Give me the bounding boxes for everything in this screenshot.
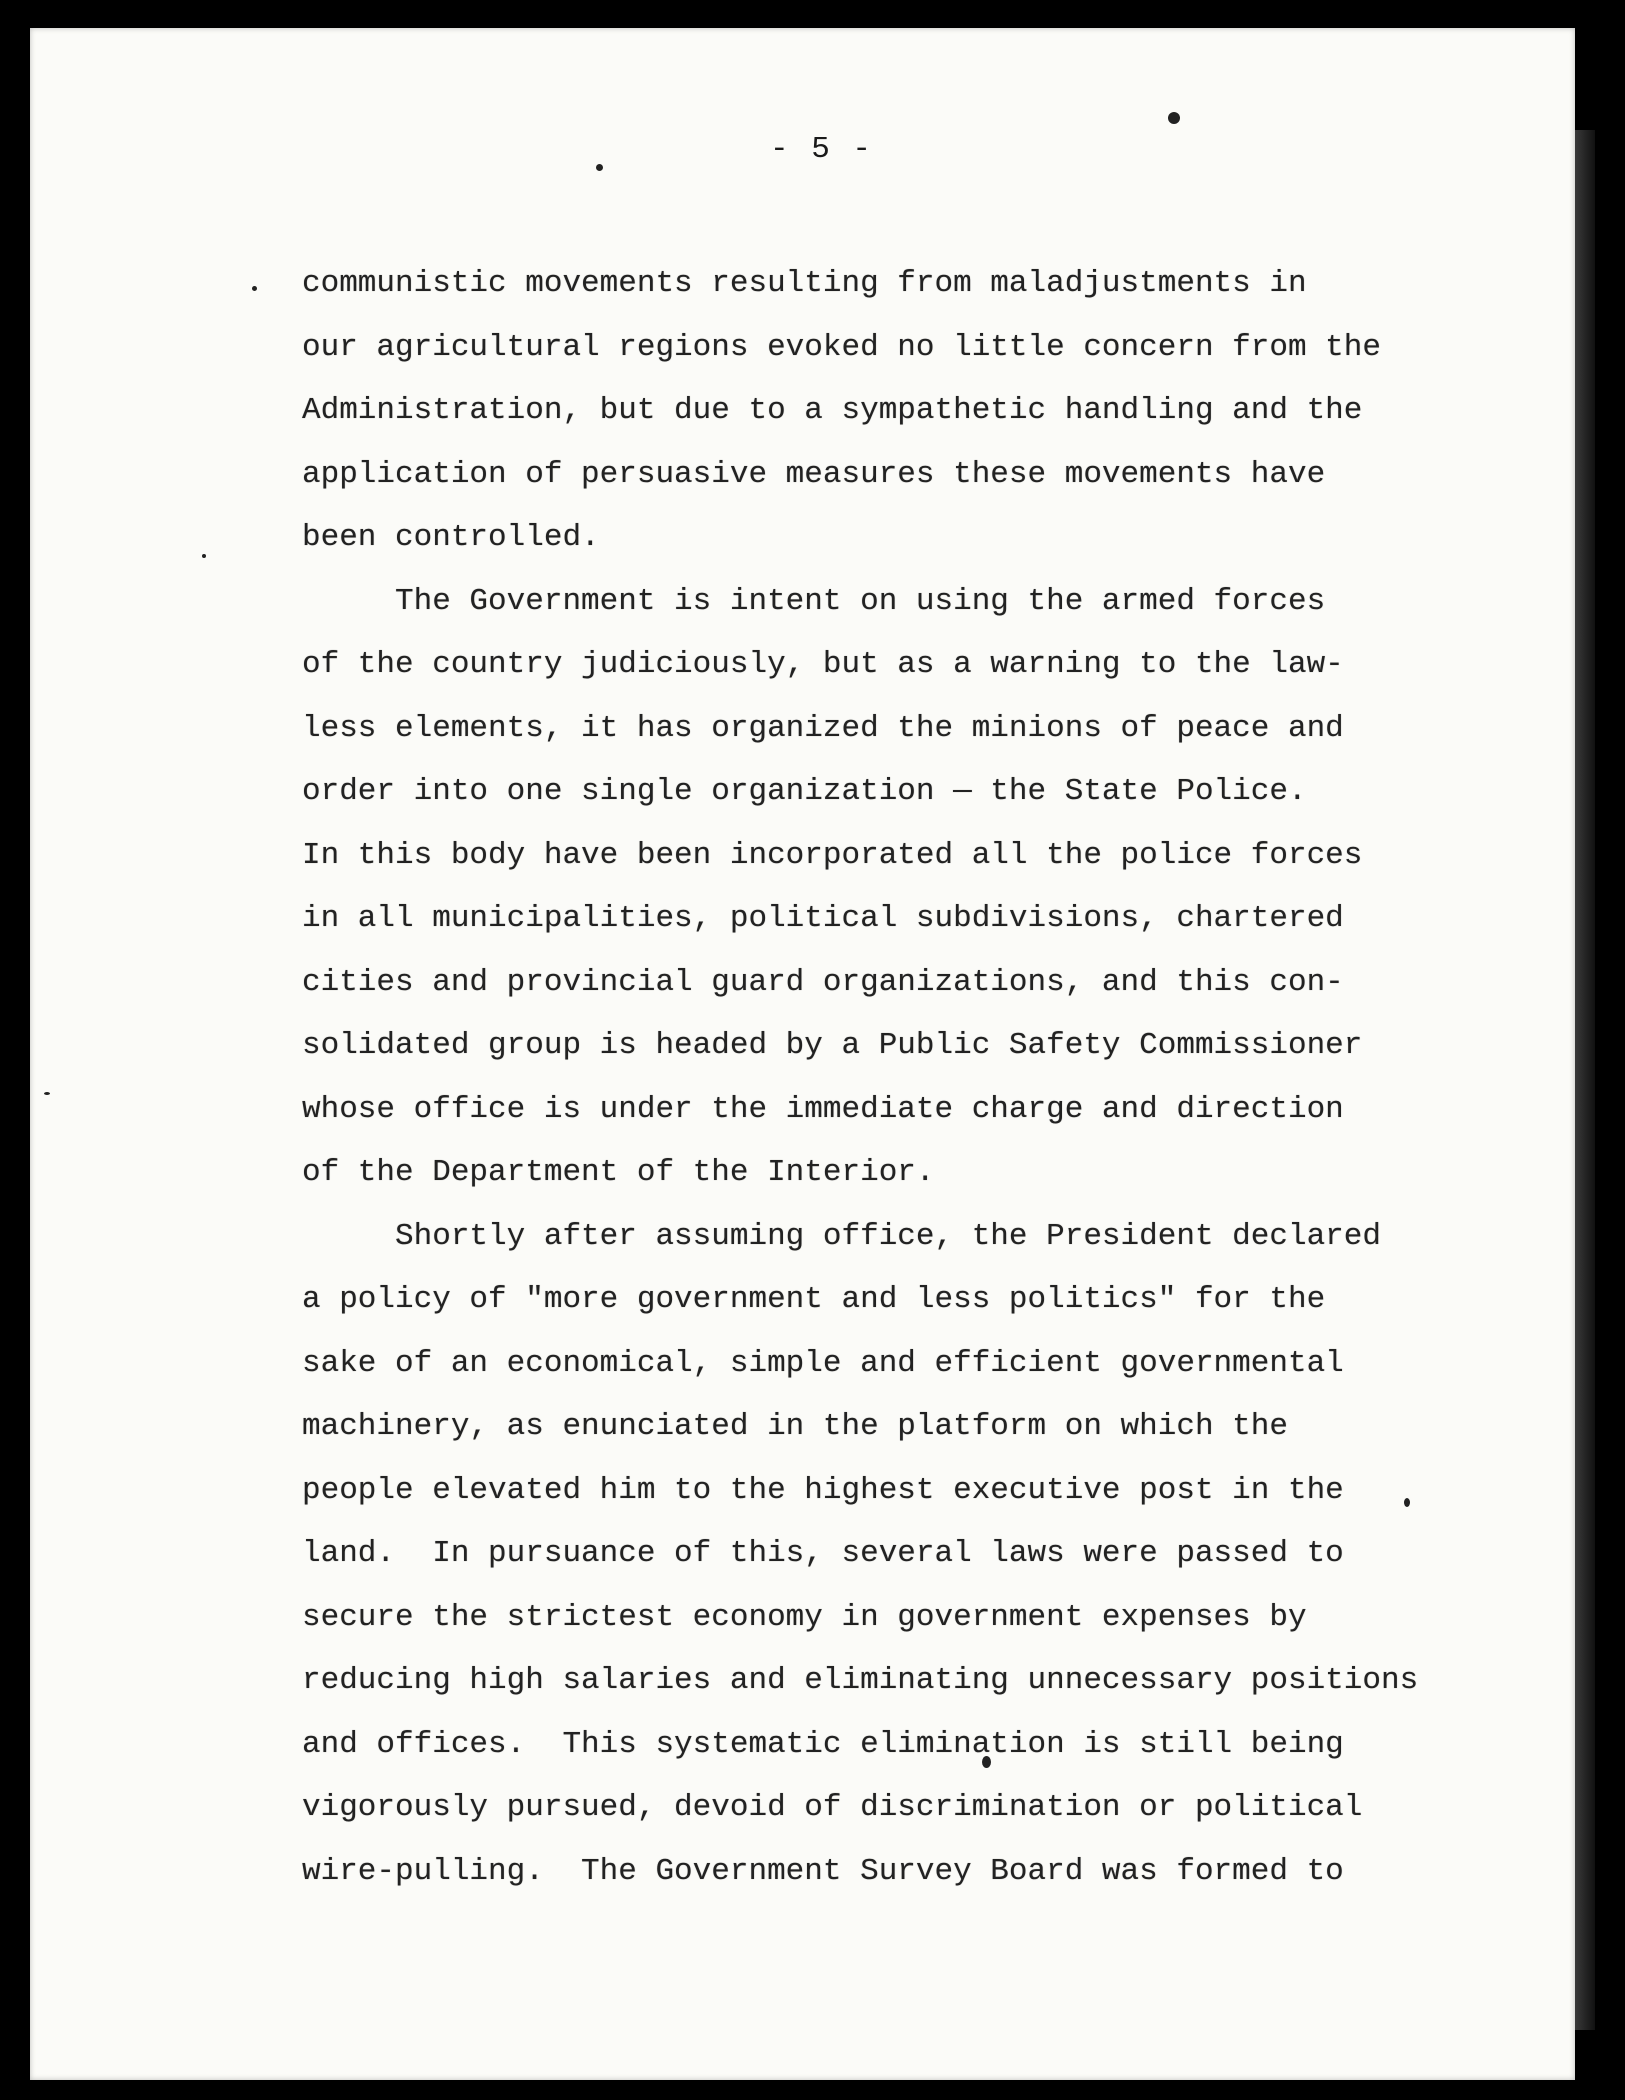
text-line: people elevated him to the highest executive post in the	[302, 1472, 1344, 1508]
page-number: - 5 -	[770, 132, 874, 167]
text-line: cities and provincial guard organizations, and this con-	[302, 964, 1344, 1000]
text-line: land. In pursuance of this, several laws were passed to	[302, 1536, 1344, 1571]
text-line: vigorously pursued, devoid of discrimination or political	[302, 1790, 1363, 1825]
ink-speck	[202, 554, 206, 558]
text-line: secure the strictest economy in government expenses by	[302, 1599, 1307, 1635]
text-line: reducing high salaries and eliminating unnecessary positions	[302, 1663, 1419, 1698]
text-line: less elements, it has organized the minions of peace and	[302, 710, 1344, 746]
text-line: wire-pulling. The Government Survey Board was formed to	[302, 1853, 1344, 1889]
page-edge-shadow	[1575, 130, 1595, 2030]
text-line: whose office is under the immediate charge and direction	[302, 1091, 1344, 1127]
text-line: communistic movements resulting from maladjustments in	[302, 266, 1307, 301]
text-line: In this body have been incorporated all the police forces	[302, 837, 1363, 873]
text-line: The Government is intent on using the armed forces	[302, 583, 1326, 619]
body-text	[302, 252, 1452, 1903]
text-line: Administration, but due to a sympathetic handling and the	[302, 393, 1363, 428]
text-line: a policy of "more government and less politics" for the	[302, 1282, 1326, 1317]
text-line: in all municipalities, political subdivisions, chartered	[302, 901, 1344, 936]
text-line: Shortly after assuming office, the President declared	[302, 1218, 1381, 1254]
ink-speck	[44, 1092, 50, 1095]
text-line: our agricultural regions evoked no little concern from the	[302, 329, 1381, 365]
text-line: solidated group is headed by a Public Safety Commissioner	[302, 1028, 1363, 1063]
text-line: machinery, as enunciated in the platform on which the	[302, 1409, 1288, 1444]
ink-speck	[596, 164, 603, 171]
ink-speck	[252, 286, 257, 291]
text-line: of the Department of the Interior.	[302, 1155, 935, 1190]
ink-speck	[1168, 112, 1180, 124]
text-line: of the country judiciously, but as a warning to the law-	[302, 647, 1344, 682]
text-line: order into one single organization — the State Police.	[302, 774, 1307, 809]
text-line: application of persuasive measures these movements have	[302, 456, 1326, 492]
text-line: sake of an economical, simple and efficient governmental	[302, 1345, 1344, 1381]
text-line: been controlled.	[302, 520, 600, 555]
text-line: and offices. This systematic elimination is still being	[302, 1726, 1344, 1762]
